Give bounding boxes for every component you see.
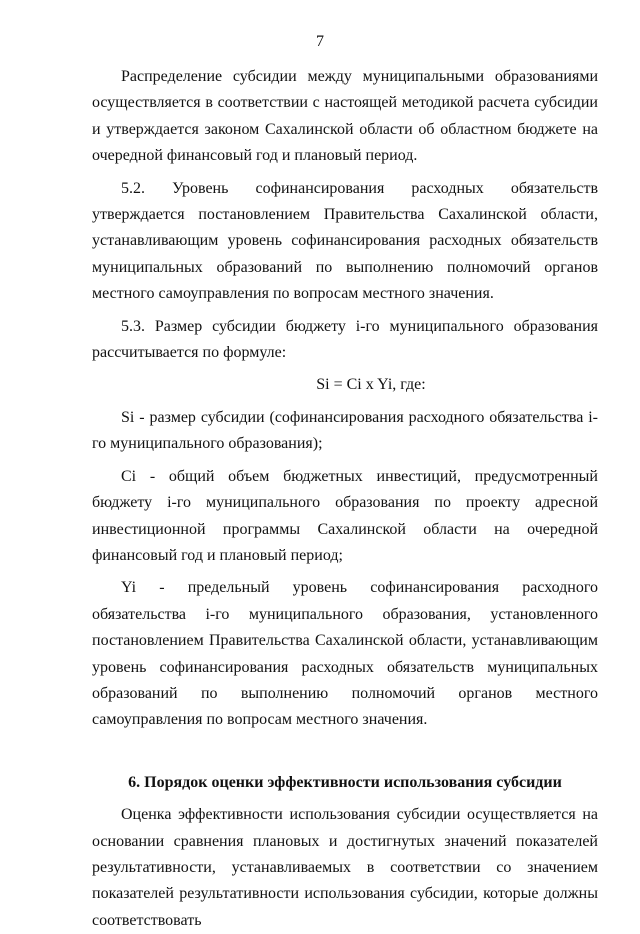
definition-yi: Yi - предельный уровень софинансирования расходного обязательства i-го муниципального образования, установленного постановлением Правительства Сахалинской области, устанавливающим уровень софинансирования расходных обязательств муниципальных образований по выполнению полномочий органов местного самоуправления по вопросам местного значения. [92,579,598,729]
paragraph-5-2: 5.2. Уровень софинансирования расходных обязательств утверждается постановлением Правительства Сахалинской области, устанавливающим уровень софинансирования расходных обязательств муниципальных образований по выполнению полномочий органов местного самоуправления по вопросам местного значения. [92,179,598,303]
section-heading: 6. Порядок оценки эффективности использования субсидии [128,773,562,791]
paragraph-subsidy-distribution: Распределение субсидии между муниципальными образованиями осуществляется в соответствии с настоящей методикой расчета субсидии и утверждается законом Сахалинской области об областном бюджете на очередной финансовый год и плановый период. [92,68,598,165]
formula: Si = Ci x Yi, где: [316,376,426,394]
paragraph-efficiency: Оценка эффективности использования субсидии осуществляется на основании сравнения плановых и достигнутых значений показателей результативности, устанавливаемых в соответствии со значением показателей результативности использования субсидии, которые должны соответствовать [92,806,598,929]
page-number: 7 [316,33,324,50]
document-body [92,64,598,934]
paragraph-5-3: 5.3. Размер субсидии бюджету i-го муниципального образования рассчитывается по формуле: [92,317,598,362]
definition-ci: Ci - общий объем бюджетных инвестиций, предусмотренный бюджету i-го муниципального образования по проекту адресной инвестиционной программы Сахалинской области на очередной финансовый год и плановый период; [92,467,598,564]
definition-si: Si - размер субсидии (софинансирования расходного обязательства i-го муниципального образования); [92,408,598,453]
